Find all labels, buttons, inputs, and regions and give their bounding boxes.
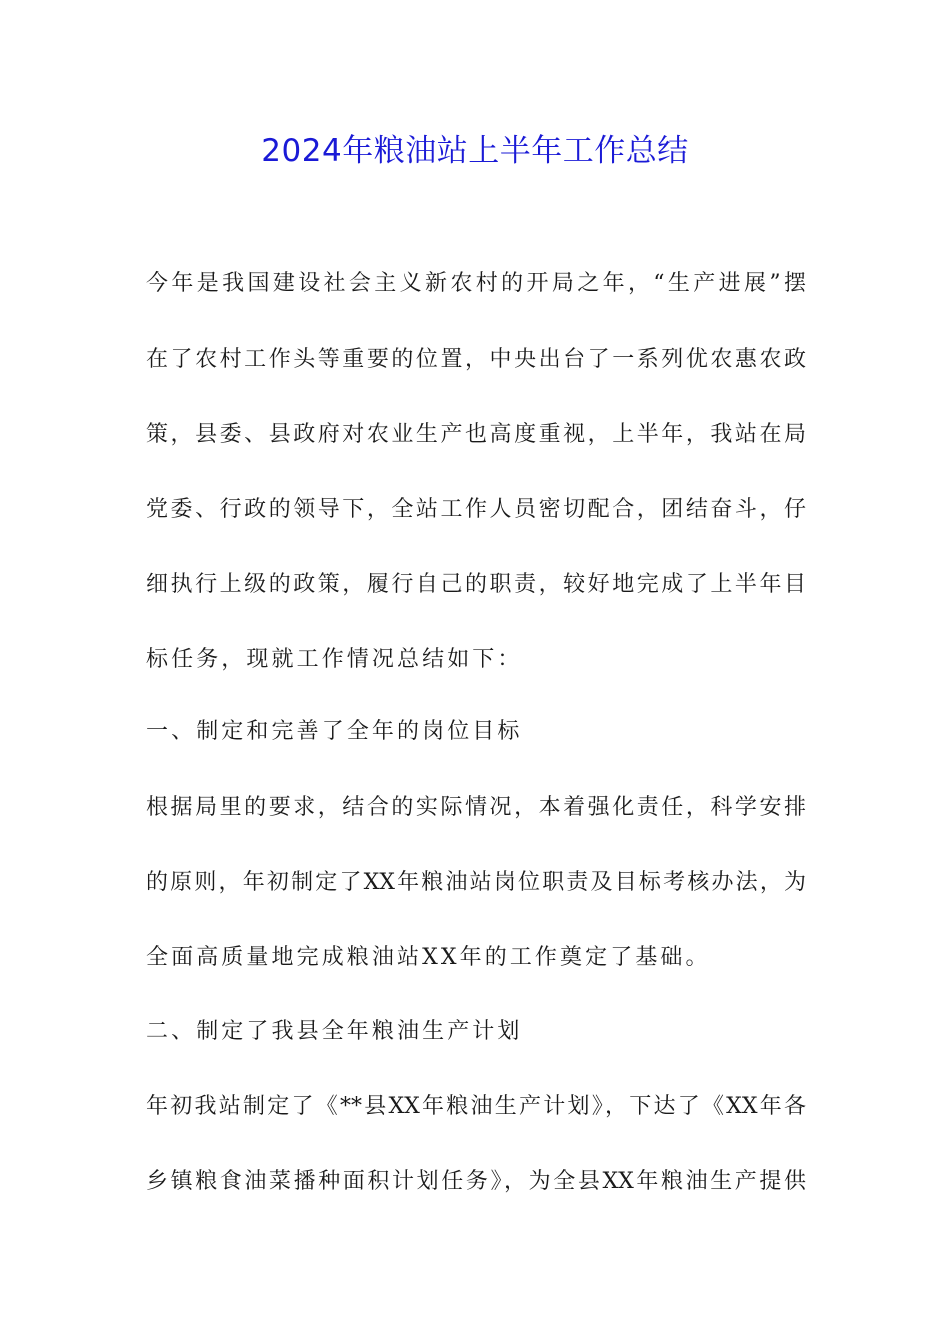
body-line: 根据局里的要求，结合的实际情况，本着强化责任，科学安排 <box>146 795 806 820</box>
body-line: 今年是我国建设社会主义新农村的开局之年，“生产进展”摆 <box>146 271 806 296</box>
section-heading-2: 二、制定了我县全年粮油生产计划 <box>146 1019 523 1044</box>
body-line: 乡镇粮食油菜播种面积计划任务》，为全县XX年粮油生产提供 <box>146 1169 806 1194</box>
body-line: 全面高质量地完成粮油站XX年的工作奠定了基础。 <box>146 945 711 970</box>
body-line: 策，县委、县政府对农业生产也高度重视，上半年，我站在局 <box>146 422 806 447</box>
body-line: 细执行上级的政策，履行自己的职责，较好地完成了上半年目 <box>146 572 806 597</box>
document-title: 2024年粮油站上半年工作总结 <box>261 133 689 169</box>
body-line: 标任务，现就工作情况总结如下： <box>146 647 523 672</box>
body-line: 的原则，年初制定了XX年粮油站岗位职责及目标考核办法，为 <box>146 870 806 895</box>
section-heading-1: 一、制定和完善了全年的岗位目标 <box>146 719 523 744</box>
body-line: 在了农村工作头等重要的位置，中央出台了一系列优农惠农政 <box>146 347 806 372</box>
body-line: 年初我站制定了《**县XX年粮油生产计划》，下达了《XX年各 <box>146 1094 806 1119</box>
body-line: 党委、行政的领导下，全站工作人员密切配合，团结奋斗，仔 <box>146 497 806 522</box>
